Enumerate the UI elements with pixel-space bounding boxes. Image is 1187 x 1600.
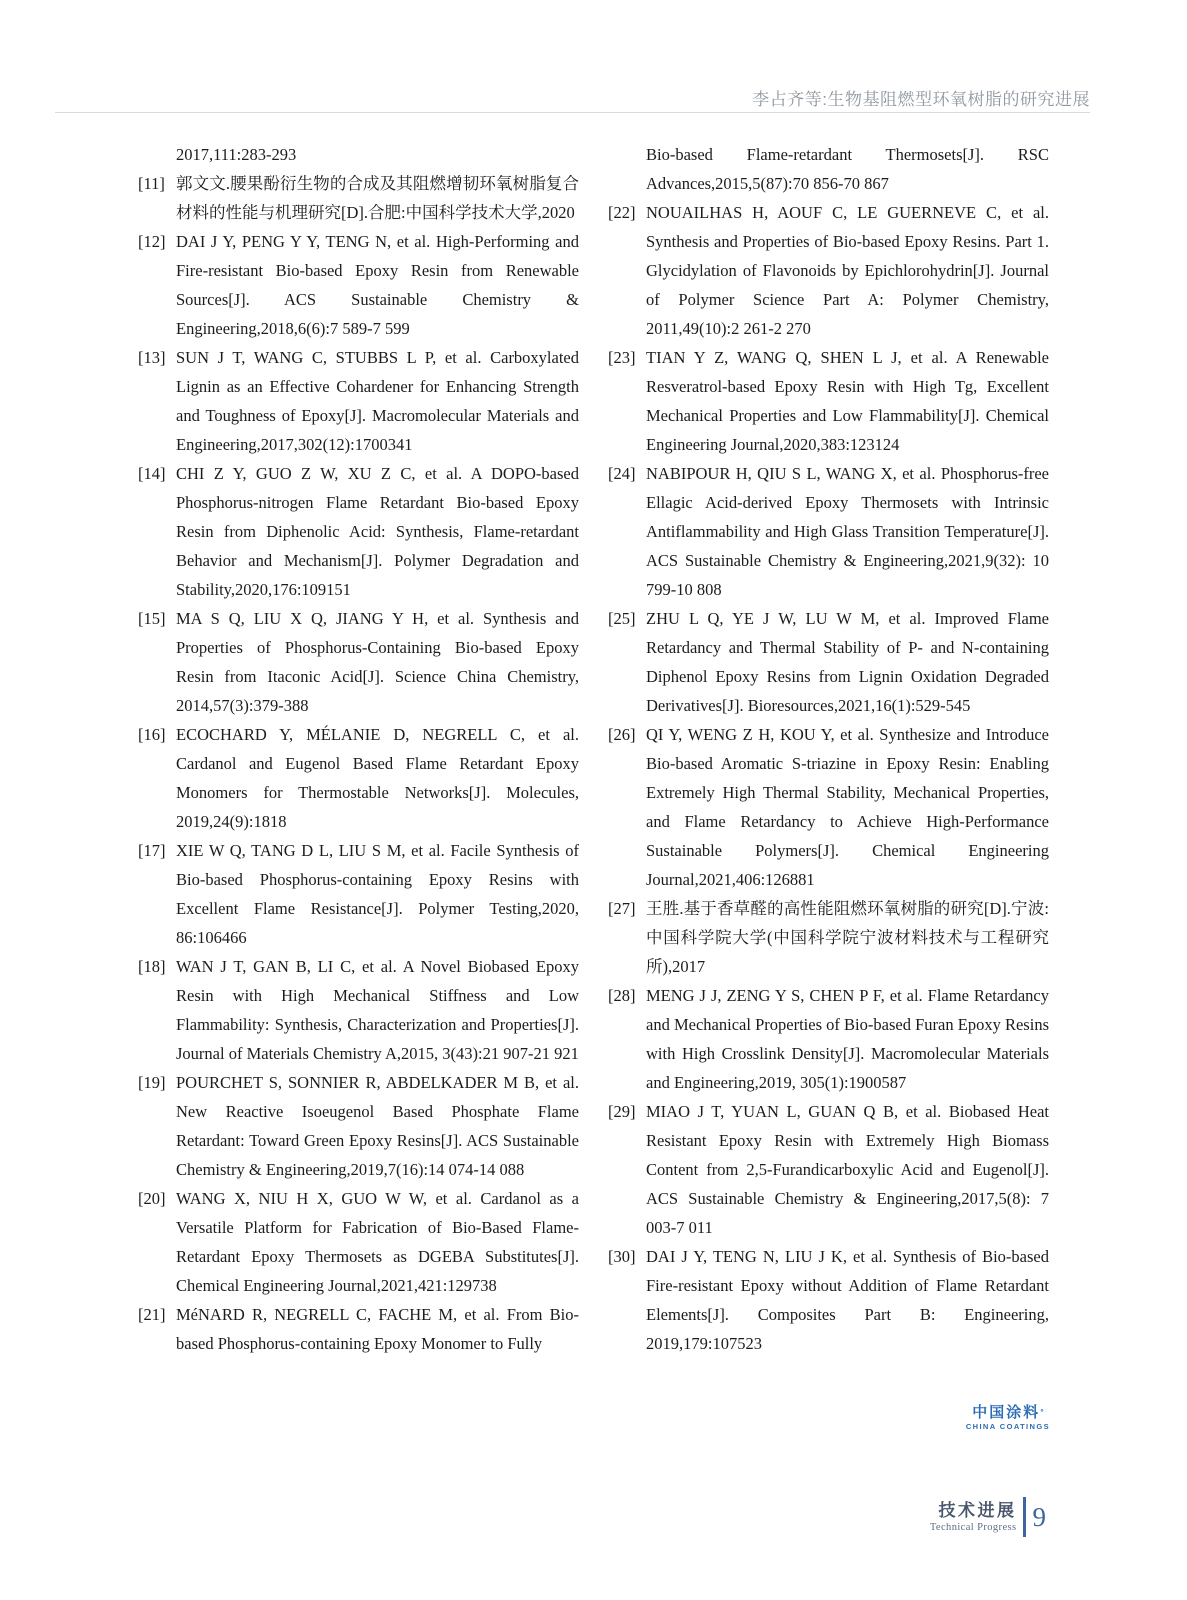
reference-item [608, 140, 1049, 198]
reference-text: MéNARD R, NEGRELL C, FACHE M, et al. From Bio-based Phosphorus-containing Epoxy Monomer to Fully [176, 1305, 579, 1353]
reference-number: [16] [138, 725, 166, 744]
logo-trademark-icon: ° [1040, 1408, 1044, 1417]
page-number: 9 [1032, 1502, 1046, 1532]
reference-number: [30] [608, 1247, 636, 1266]
reference-text: 王胜.基于香草醛的高性能阻燃环氧树脂的研究[D].宁波:中国科学院大学(中国科学院宁波材料技术与工程研究所),2017 [646, 899, 1049, 976]
reference-number [608, 140, 646, 198]
reference-number: [28] [608, 986, 636, 1005]
logo-text-cn: 中国涂料° [972, 1404, 1044, 1421]
reference-item [138, 1300, 579, 1358]
reference-text: 2017,111:283-293 [176, 145, 297, 164]
reference-text: DAI J Y, PENG Y Y, TENG N, et al. High-Performing and Fire-resistant Bio-based Epoxy Resin from Renewable Sources[J]. ACS Sustainable Chemistry & Engineering,2018,6(6):7 589-7 599 [176, 232, 579, 338]
section-title-en: Technical Progress [929, 1521, 1017, 1533]
reference-item [138, 227, 579, 343]
reference-text: TIAN Y Z, WANG Q, SHEN L J, et al. A Renewable Resveratrol-based Epoxy Resin with High Tg, Excellent Mechanical Properties and Low Flammability[J]. Chemical Engineering Journal,2020,383:123124 [646, 348, 1049, 454]
reference-item [138, 952, 579, 1068]
reference-item [608, 1097, 1049, 1242]
reference-number [138, 140, 176, 169]
reference-text: POURCHET S, SONNIER R, ABDELKADER M B, et al. New Reactive Isoeugenol Based Phosphate Flame Retardant: Toward Green Epoxy Resins[J]. ACS Sustainable Chemistry & Engineering,2019,7(16):14 074-14 088 [176, 1073, 579, 1179]
reference-number: [21] [138, 1305, 166, 1324]
reference-text: WAN J T, GAN B, LI C, et al. A Novel Biobased Epoxy Resin with High Mechanical Stiffness and Low Flammability: Synthesis, Characterization and Properties[J]. Journal of Materials Chemistry A,2015, 3(43):21 907-21 921 [176, 957, 579, 1063]
reference-item [608, 981, 1049, 1097]
reference-text: QI Y, WENG Z H, KOU Y, et al. Synthesize and Introduce Bio-based Aromatic S-triazine in Epoxy Resin: Enabling Extremely High Thermal Stability, Mechanical Properties, and Flame Retardancy to Achieve High-Performance Sustainable Polymers[J]. Chemical Engineering Journal,2021,406:126881 [646, 725, 1049, 889]
header-rule [55, 112, 1090, 113]
reference-item [608, 343, 1049, 459]
references-column-left [138, 140, 579, 1358]
section-title-cn: 技术进展 [938, 1500, 1017, 1520]
reference-number: [23] [608, 348, 636, 367]
references-section [138, 140, 1049, 1358]
reference-text: 郭文文.腰果酚衍生物的合成及其阻燃增韧环氧树脂复合材料的性能与机理研究[D].合肥:中国科学技术大学,2020 [176, 174, 579, 222]
reference-item [138, 459, 579, 604]
china-coatings-logo [966, 1405, 1050, 1431]
reference-text: ZHU L Q, YE J W, LU W M, et al. Improved Flame Retardancy and Thermal Stability of P- and N-containing Diphenol Epoxy Resins from Lignin Oxidation Degraded Derivatives[J]. Bioresources,2021,16(1):529-545 [646, 609, 1049, 715]
reference-number: [19] [138, 1073, 166, 1092]
references-column-right [608, 140, 1049, 1358]
footer-section [930, 1497, 1046, 1537]
reference-item [608, 720, 1049, 894]
reference-text: DAI J Y, TENG N, LIU J K, et al. Synthesis of Bio-based Fire-resistant Epoxy without Addition of Flame Retardant Elements[J]. Composites Part B: Engineering, 2019,179:107523 [646, 1247, 1049, 1353]
reference-number: [24] [608, 464, 636, 483]
reference-number: [25] [608, 609, 636, 628]
reference-number: [29] [608, 1102, 636, 1121]
reference-item [138, 343, 579, 459]
reference-text: NOUAILHAS H, AOUF C, LE GUERNEVE C, et al. Synthesis and Properties of Bio-based Epoxy Resins. Part 1. Glycidylation of Flavonoids by Epichlorohydrin[J]. Journal of Polymer Science Part A: Polymer Chemistry, 2011,49(10):2 261-2 270 [646, 203, 1049, 338]
reference-number: [14] [138, 464, 166, 483]
reference-item [138, 604, 579, 720]
reference-text: MENG J J, ZENG Y S, CHEN P F, et al. Flame Retardancy and Mechanical Properties of Bio-based Furan Epoxy Resins with High Crosslink Density[J]. Macromolecular Materials and Engineering,2019, 305(1):1900587 [646, 986, 1049, 1092]
reference-number: [20] [138, 1189, 166, 1208]
reference-number: [12] [138, 232, 166, 251]
reference-item [138, 1184, 579, 1300]
reference-number: [13] [138, 348, 166, 367]
reference-number: [22] [608, 203, 636, 222]
reference-item [608, 894, 1049, 981]
reference-text: MIAO J T, YUAN L, GUAN Q B, et al. Biobased Heat Resistant Epoxy Resin with Extremely High Biomass Content from 2,5-Furandicarboxylic Acid and Eugenol[J]. ACS Sustainable Chemistry & Engineering,2017,5(8): 7 003-7 011 [646, 1102, 1049, 1237]
reference-item [138, 140, 579, 169]
reference-number: [18] [138, 957, 166, 976]
reference-item [138, 169, 579, 227]
reference-text: SUN J T, WANG C, STUBBS L P, et al. Carboxylated Lignin as an Effective Cohardener for Enhancing Strength and Toughness of Epoxy[J]. Macromolecular Materials and Engineering,2017,302(12):1700341 [176, 348, 579, 454]
reference-item [608, 459, 1049, 604]
reference-text: WANG X, NIU H X, GUO W W, et al. Cardanol as a Versatile Platform for Fabrication of Bio-Based Flame-Retardant Epoxy Thermosets as DGEBA Substitutes[J]. Chemical Engineering Journal,2021,421:129738 [176, 1189, 579, 1295]
reference-text: Bio-based Flame-retardant Thermosets[J]. RSC Advances,2015,5(87):70 856-70 867 [646, 145, 1049, 193]
reference-text: XIE W Q, TANG D L, LIU S M, et al. Facile Synthesis of Bio-based Phosphorus-containing Epoxy Resins with Excellent Flame Resistance[J]. Polymer Testing,2020, 86:106466 [176, 841, 579, 947]
footer-divider [1023, 1497, 1026, 1537]
reference-text: ECOCHARD Y, MÉLANIE D, NEGRELL C, et al. Cardanol and Eugenol Based Flame Retardant Epoxy Monomers for Thermostable Networks[J]. Molecules, 2019,24(9):1818 [176, 725, 579, 831]
reference-number: [15] [138, 609, 166, 628]
logo-text-en: CHINA COATINGS [965, 1422, 1050, 1431]
reference-item [608, 198, 1049, 343]
reference-item [138, 836, 579, 952]
reference-text: NABIPOUR H, QIU S L, WANG X, et al. Phosphorus-free Ellagic Acid-derived Epoxy Thermosets with Intrinsic Antiflammability and High Glass Transition Temperature[J]. ACS Sustainable Chemistry & Engineering,2021,9(32): 10 799-10 808 [646, 464, 1049, 599]
reference-number: [27] [608, 899, 636, 918]
reference-number: [17] [138, 841, 166, 860]
reference-number: [11] [138, 174, 165, 193]
reference-text: MA S Q, LIU X Q, JIANG Y H, et al. Synthesis and Properties of Phosphorus-Containing Bio-based Epoxy Resin from Itaconic Acid[J]. Science China Chemistry, 2014,57(3):379-388 [176, 609, 579, 715]
reference-item [608, 604, 1049, 720]
reference-item [138, 720, 579, 836]
reference-number: [26] [608, 725, 636, 744]
reference-item [608, 1242, 1049, 1358]
reference-text: CHI Z Y, GUO Z W, XU Z C, et al. A DOPO-based Phosphorus-nitrogen Flame Retardant Bio-based Epoxy Resin from Diphenolic Acid: Synthesis, Flame-retardant Behavior and Mechanism[J]. Polymer Degradation and Stability,2020,176:109151 [176, 464, 579, 599]
footer-section-titles [930, 1501, 1017, 1534]
running-header-title: 李占齐等:生物基阻燃型环氧树脂的研究进展 [752, 90, 1090, 109]
reference-item [138, 1068, 579, 1184]
